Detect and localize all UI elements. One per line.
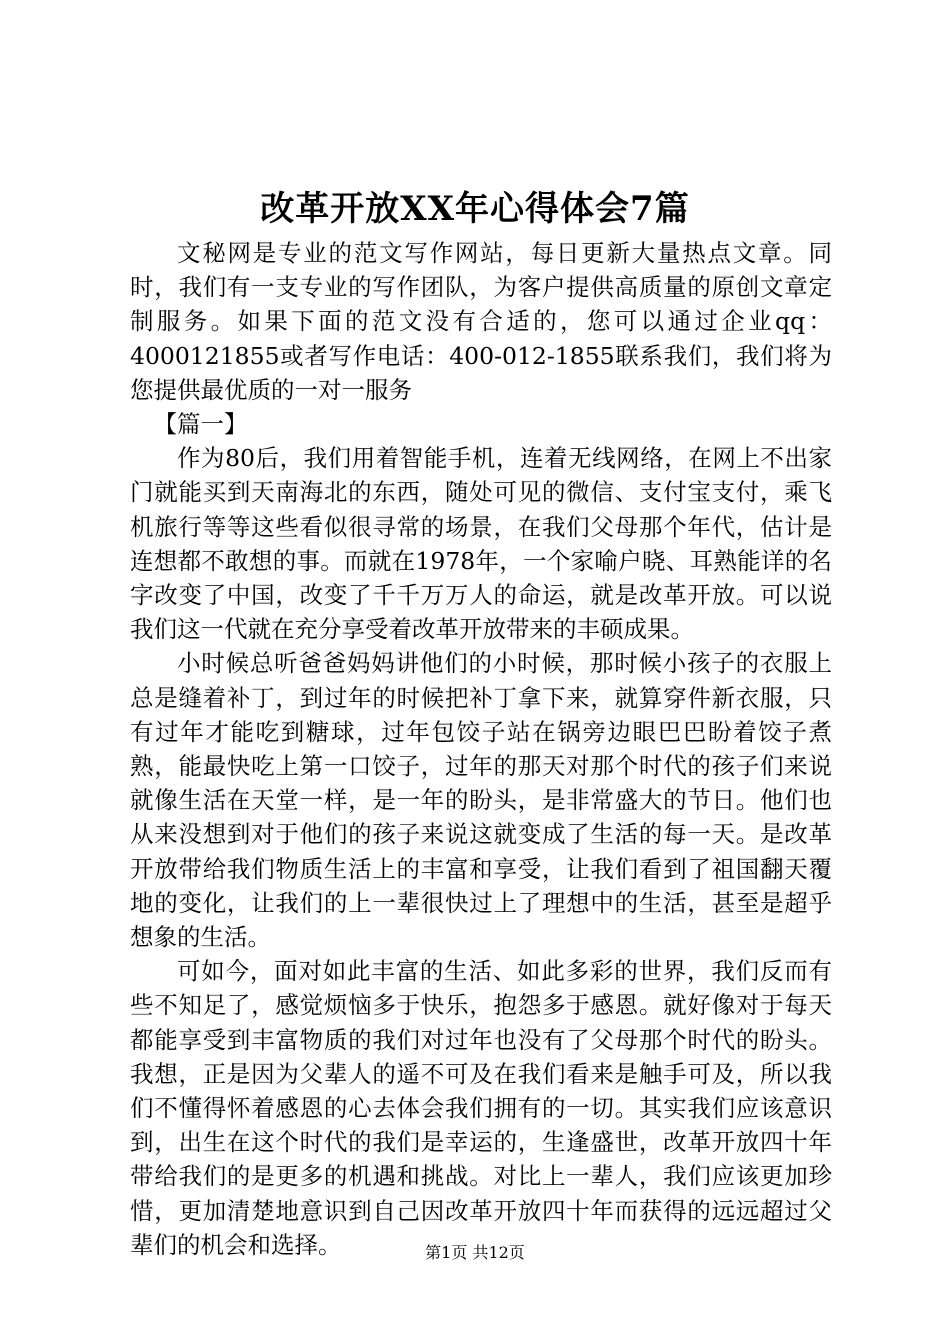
- body-paragraph-3: 可如今，面对如此丰富的生活、如此多彩的世界，我们反而有些不知足了，感觉烦恼多于快乐，抱怨多于感恩。就好像对于每天都能享受到丰富物质的我们对过年也没有了父母那个时代的盼头。我想，正是因为父辈人的遥不可及在我们看来是触手可及，所以我们不懂得怀着感恩的心去体会我们拥有的一切。其实我们应该意识到，出生在这个时代的我们是幸运的，生逢盛世，改革开放四十年带给我们的是更多的机遇和挑战。对比上一辈人，我们应该更加珍惜，更加清楚地意识到自己因改革开放四十年而获得的远远超过父辈们的机会和选择。: [130, 957, 832, 1259]
- body-paragraph-2: 小时候总听爸爸妈妈讲他们的小时候，那时候小孩子的衣服上总是缝着补丁，到过年的时候把补丁拿下来，就算穿件新衣服，只有过年才能吃到糖球，过年包饺子站在锅旁边眼巴巴盼着饺子煮熟，能最快吃上第一口饺子，过年的那天对那个时代的孩子们来说就像生活在天堂一样，是一年的盼头，是非常盛大的节日。他们也从来没想到对于他们的孩子来说这就变成了生活的每一天。是改革开放带给我们物质生活上的丰富和享受，让我们看到了祖国翻天覆地的变化，让我们的上一辈很快过上了理想中的生活，甚至是超乎想象的生活。: [130, 649, 832, 952]
- body-paragraph-1: 作为80后，我们用着智能手机，连着无线网络，在网上不出家门就能买到天南海北的东西，随处可见的微信、支付宝支付，乘飞机旅行等等这些看似很寻常的场景，在我们父母那个年代，估计是连想都不敢想的事。而就在1978年，一个家喻户晓、耳熟能详的名字改变了中国，改变了千千万万人的命运，就是改革开放。可以说我们这一代就在充分享受着改革开放带来的丰硕成果。: [130, 444, 832, 644]
- page-number-footer: 第1页 共12页: [425, 1243, 525, 1262]
- document-title: 改革开放XX年心得体会7篇: [260, 189, 690, 229]
- section-heading: 【篇一】: [153, 410, 248, 439]
- intro-paragraph: 文秘网是专业的范文写作网站，每日更新大量热点文章。同时，我们有一支专业的写作团队，为客户提供高质量的原创文章定制服务。如果下面的范文没有合适的，您可以通过企业qq：4000121855或者写作电话：400-012-1855联系我们，我们将为您提供最优质的一对一服务: [130, 239, 832, 404]
- document-body: [130, 236, 832, 1262]
